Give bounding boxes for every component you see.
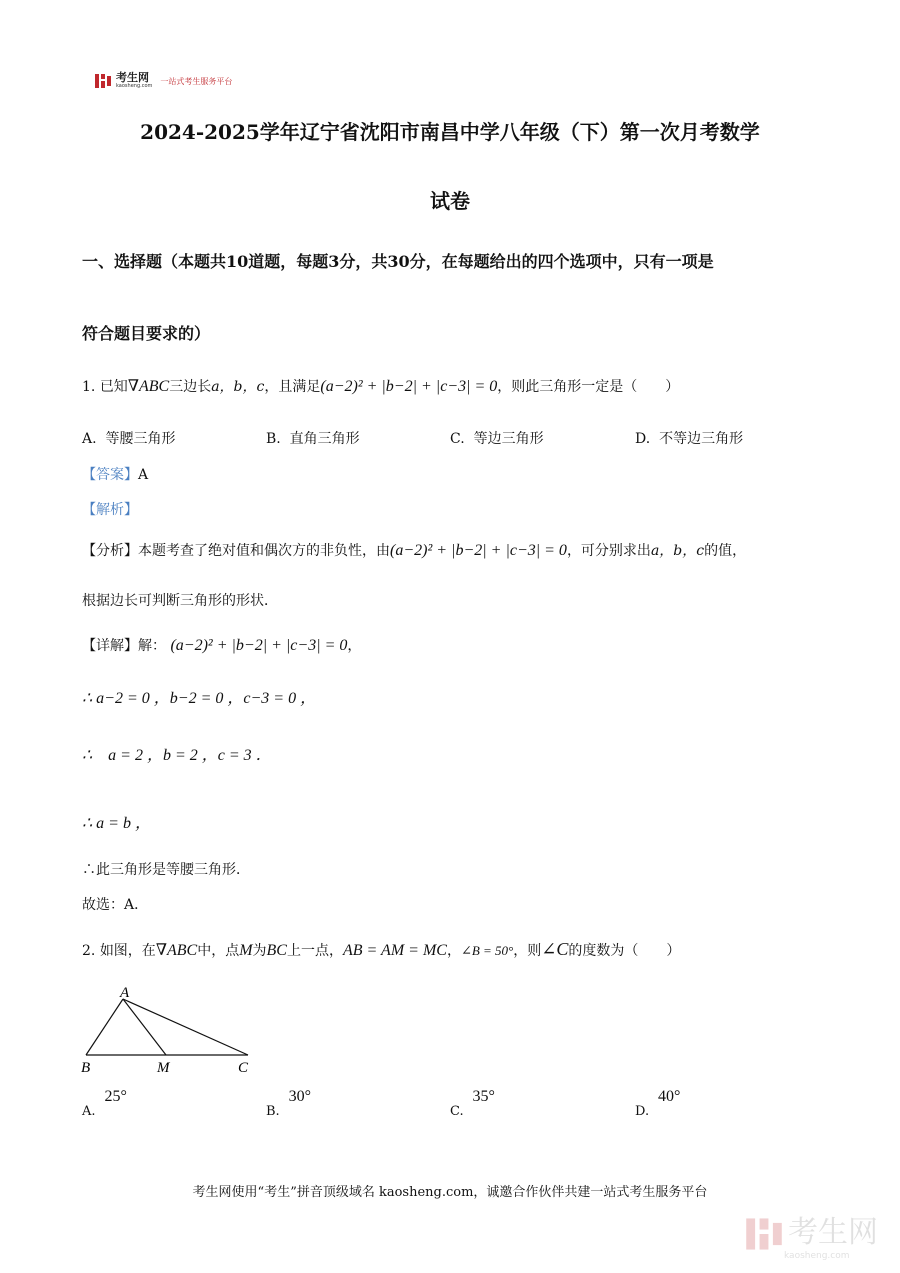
answer-value: A [138,467,149,483]
header-logo[interactable] [94,72,232,90]
fenxi-text: 的值， [704,543,747,559]
point-m: M [239,942,253,959]
logo-domain: kaosheng.com [116,83,153,89]
segment-am [123,999,166,1055]
q2-equation: AB = AM = MC [342,942,447,959]
option-text: 等腰三角形 [105,431,176,447]
watermark [744,1207,878,1261]
xiangjie-tag: 【详解】 [82,638,138,654]
option-a[interactable] [82,428,175,448]
section-heading-line2: 符合题目要求的） [82,324,211,343]
option-value: 35° [472,1088,495,1105]
solution-step-3: ∴ a = b ， [82,815,151,832]
watermark-domain: kaosheng.com [784,1251,850,1261]
q2-option-d[interactable] [635,1088,681,1119]
q2-text: 的度数为（ ） [568,943,681,959]
label-m: M [157,1060,170,1076]
option-label: A. [82,1104,96,1119]
option-d[interactable] [635,428,743,448]
kaosheng-logo-icon [94,72,112,90]
logo-slogan: 一站式考生服务平台 [160,76,233,86]
label-b: B [81,1060,91,1076]
xiangjie-line [82,635,361,655]
page-title: 2024-2025学年辽宁省沈阳市南昌中学八年级（下）第一次月考数学 [140,120,760,144]
answer-line [82,464,148,484]
option-text: 等边三角形 [473,431,544,447]
fenxi-line [82,540,746,560]
question-1 [82,376,679,396]
fenxi-text: 本题考查了绝对值和偶次方的非负性，由 [138,543,390,559]
q1-text: ，且满足 [264,379,321,395]
watermark-name: 考生网 [788,1215,878,1250]
solution-step-1: ∴ a−2 = 0 ，b−2 = 0 ，c−3 = 0 ， [82,690,317,707]
option-text: 不等边三角形 [659,431,744,447]
option-label: B. [266,1104,280,1119]
fenxi-line2: 根据边长可判断三角形的形状． [82,593,278,609]
segment-ab [86,999,123,1055]
fenxi-text: ，可分别求出 [566,543,651,559]
segment-bc: BC [266,942,287,959]
q2-text: ，则 [513,943,542,959]
label-a: A [120,985,130,1001]
option-text: 直角三角形 [289,431,360,447]
page-footer: 考生网使用“考生”拼音顶级域名 kaosheng.com，诚邀合作伙伴共建一站式考生服务平台 [192,1185,708,1200]
section-heading: 一、选择题（本题共10道题，每题3分，共30分，在每题给出的四个选项中，只有一项是 [82,252,714,271]
option-label: C. [450,1104,464,1119]
q1-vars: a，b，c [211,379,265,395]
segment-ac [123,999,248,1055]
xiangjie-equation: (a−2)² + |b−2| + |c−3| = 0 [170,637,348,654]
option-label: D. [635,431,651,447]
question-number: 2. [82,943,96,959]
option-b[interactable] [266,428,360,448]
q1-equation: (a−2)² + |b−2| + |c−3| = 0 [320,378,498,395]
solution-step-2: ∴ a = 2 ，b = 2 ，c = 3 ． [82,747,272,764]
q2-option-b[interactable] [266,1088,311,1119]
q1-text: 已知 [99,379,128,395]
triangle-abc: ∇ABC [155,942,198,959]
option-label: A. [82,431,97,447]
watermark-logo-icon [744,1214,784,1254]
triangle-abc: ∇ABC [127,378,170,395]
triangle-figure [76,982,266,1078]
question-number: 1. [82,379,96,395]
angle-c: ∠C [541,939,569,959]
q1-text: 三边长 [169,379,212,395]
option-value: 25° [104,1088,127,1105]
q1-text: ，则此三角形一定是（ ） [497,379,680,395]
fenxi-equation: (a−2)² + |b−2| + |c−3| = 0 [390,542,567,559]
fenxi-tag: 【分析】 [82,543,138,559]
analysis-tag: 【解析】 [82,502,138,518]
fenxi-vars: a，b，c [650,543,705,559]
question-2 [82,939,680,960]
angle-b: ∠B = 50° [460,943,514,958]
q2-option-c[interactable] [450,1088,495,1119]
option-value: 40° [658,1088,681,1105]
label-c: C [238,1060,249,1076]
page-title-line2: 试卷 [430,189,470,213]
q2-text: 如图，在 [99,943,156,959]
option-value: 30° [288,1088,311,1105]
q2-text: 中，点 [197,943,240,959]
q2-text: ， [446,943,461,959]
logo-name: 考生网 [116,71,149,84]
xiangjie-text: 解： [138,638,166,654]
q2-option-a[interactable] [82,1088,127,1119]
option-label: D. [635,1104,650,1119]
option-c[interactable] [450,428,544,448]
q2-text: 为 [252,943,267,959]
q2-text: 上一点， [286,943,343,959]
option-label: C. [450,431,465,447]
choose-line: 故选：A． [82,897,149,913]
option-label: B. [266,431,281,447]
solution-step-4: ∴此三角形是等腰三角形． [82,862,250,878]
answer-tag: 【答案】 [82,467,138,483]
xiangjie-text: ， [347,638,362,654]
